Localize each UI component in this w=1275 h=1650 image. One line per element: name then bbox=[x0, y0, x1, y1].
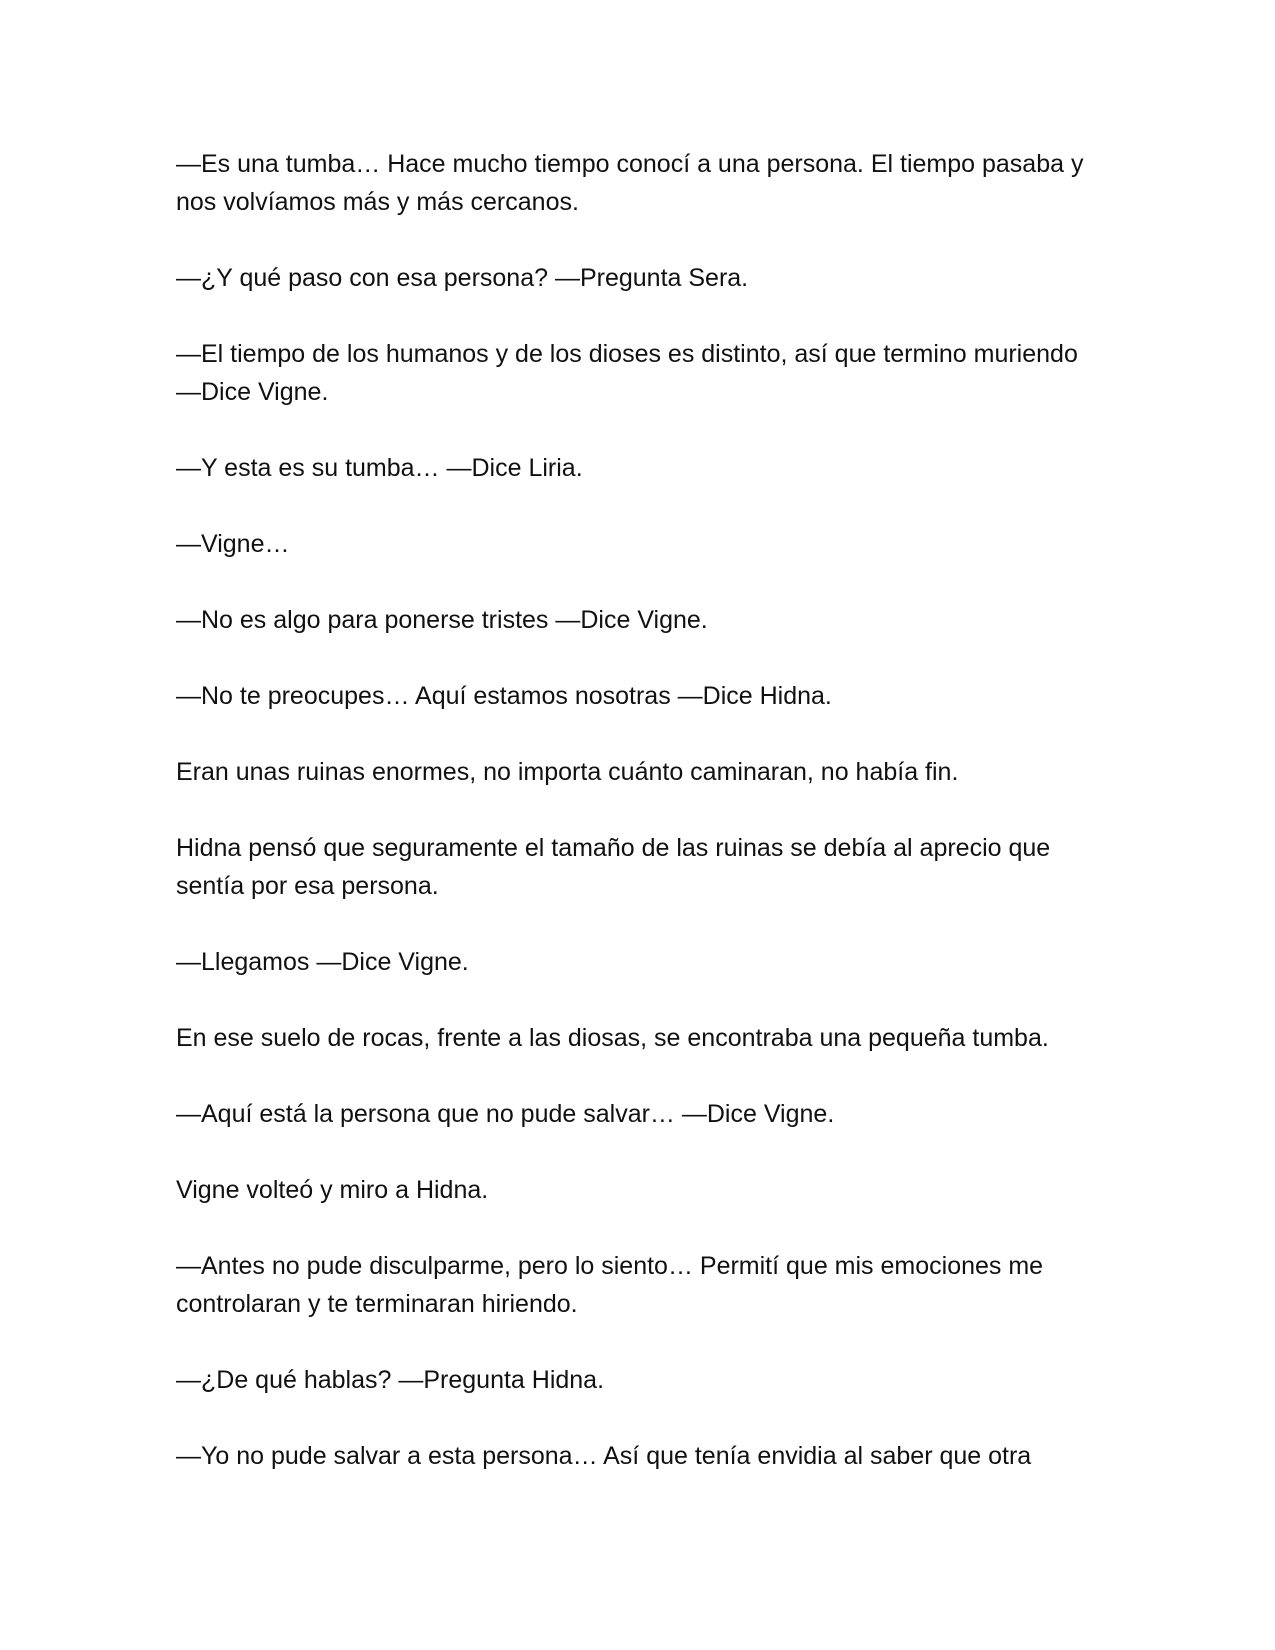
paragraph-4: —Y esta es su tumba… —Dice Liria. bbox=[176, 454, 583, 482]
paragraph-14: —Antes no pude disculparme, pero lo siento… Permití que mis emociones me controlaran y te terminaran hiriendo. bbox=[176, 1252, 1044, 1318]
paragraph-6: —No es algo para ponerse tristes —Dice Vigne. bbox=[176, 606, 708, 634]
paragraph-12: —Aquí está la persona que no pude salvar… —Dice Vigne. bbox=[176, 1100, 835, 1128]
paragraph-7: —No te preocupes… Aquí estamos nosotras —Dice Hidna. bbox=[176, 682, 832, 710]
paragraph-13: Vigne volteó y miro a Hidna. bbox=[176, 1176, 489, 1204]
paragraph-8: Eran unas ruinas enormes, no importa cuánto caminaran, no había fin. bbox=[176, 758, 959, 786]
paragraph-9: Hidna pensó que seguramente el tamaño de las ruinas se debía al aprecio que sentía por esa persona. bbox=[176, 834, 1051, 900]
paragraph-10: —Llegamos —Dice Vigne. bbox=[176, 948, 469, 976]
paragraph-2: —¿Y qué paso con esa persona? —Pregunta Sera. bbox=[176, 264, 749, 292]
body-text bbox=[176, 145, 1106, 1513]
paragraph-1: —Es una tumba… Hace mucho tiempo conocí a una persona. El tiempo pasaba y nos volvíamos más y más cercanos. bbox=[176, 150, 1084, 216]
paragraph-16: —Yo no pude salvar a esta persona… Así que tenía envidia al saber que otra bbox=[176, 1442, 1032, 1470]
paragraph-5: —Vigne… bbox=[176, 530, 290, 558]
paragraph-15: —¿De qué hablas? —Pregunta Hidna. bbox=[176, 1366, 605, 1394]
paragraph-3: —El tiempo de los humanos y de los dioses es distinto, así que termino muriendo —Dice Vigne. bbox=[176, 340, 1078, 406]
paragraph-11: En ese suelo de rocas, frente a las diosas, se encontraba una pequeña tumba. bbox=[176, 1024, 1049, 1052]
